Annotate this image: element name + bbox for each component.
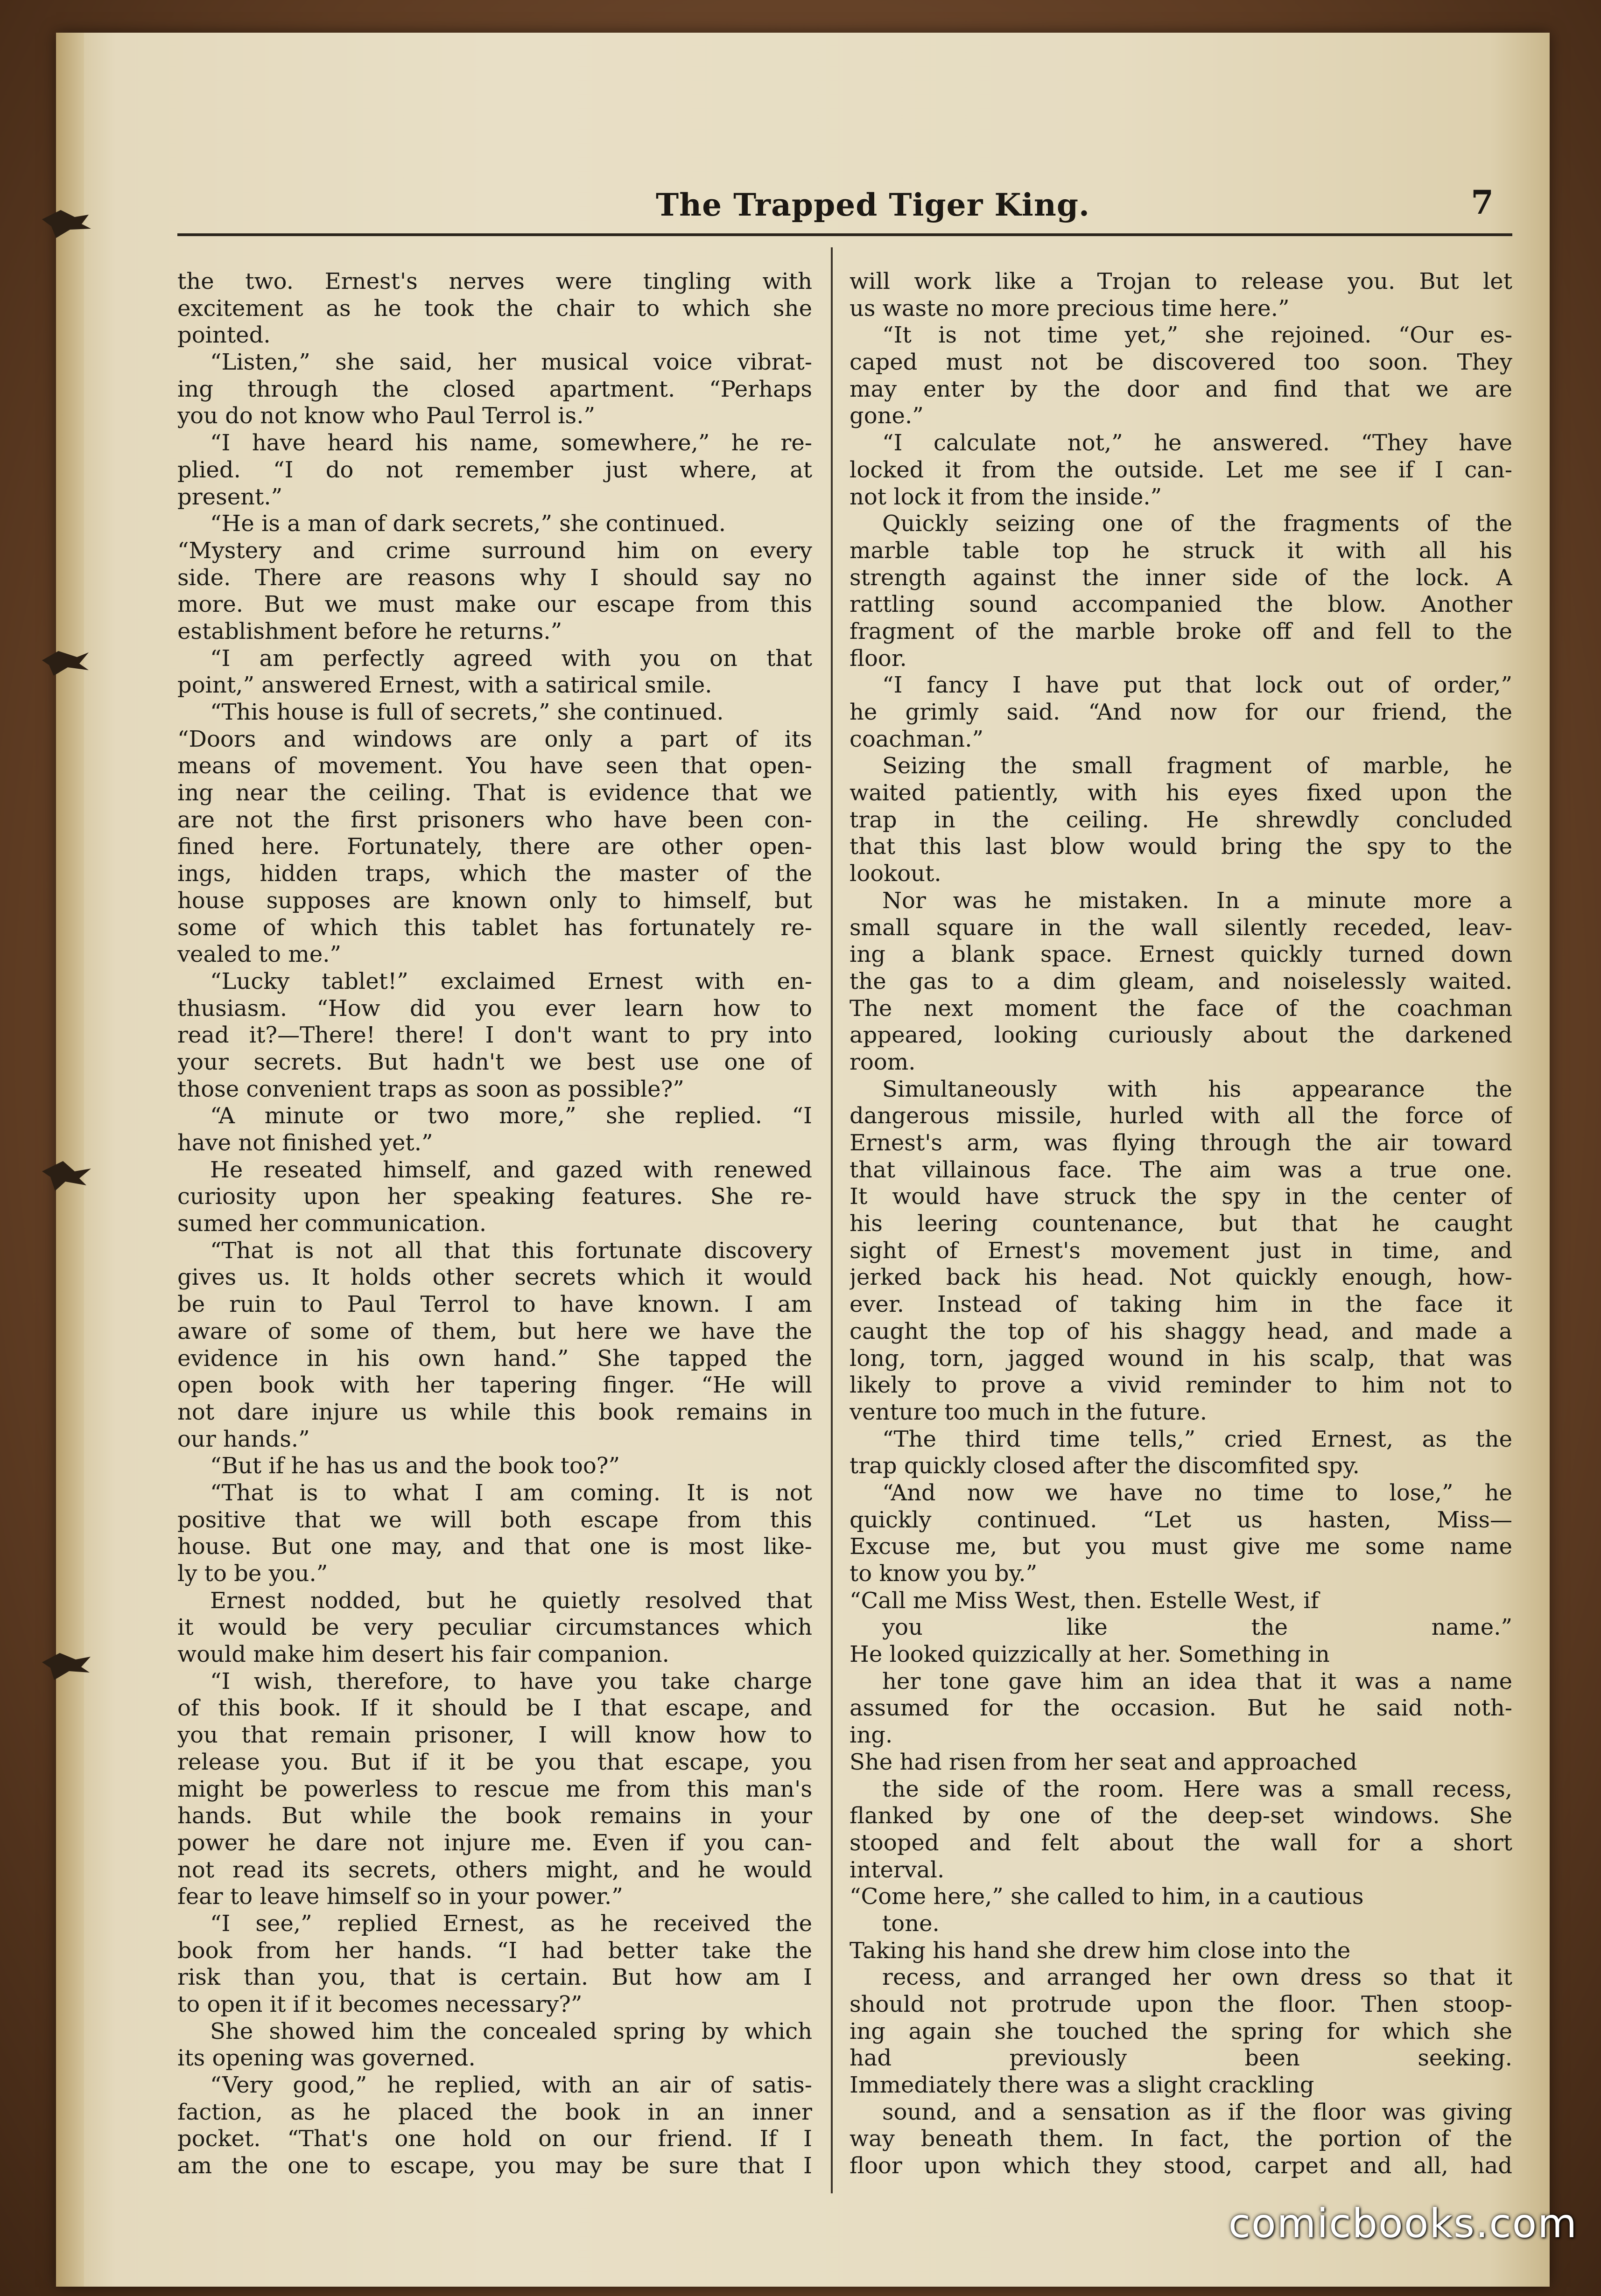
header-rule: [177, 233, 1512, 236]
running-title: The Trapped Tiger King.: [656, 187, 1090, 223]
text-line: tone.: [882, 1910, 940, 1937]
text-line: interval.: [850, 1856, 945, 1883]
text-line: fear to leave himself so in your power.”: [177, 1883, 623, 1910]
text-line: Ernest's arm, was flying through the air toward: [850, 1130, 1512, 1156]
text-line: more. But we must make our escape from this: [177, 591, 812, 618]
text-line: would make him desert his fair companion.: [177, 1641, 669, 1668]
text-line: open book with her tapering finger. “He will: [177, 1372, 812, 1399]
text-line: point,” answered Ernest, with a satirical smile.: [177, 672, 712, 699]
binding-tear-mark: [42, 1643, 93, 1685]
book-page: [56, 33, 1550, 2287]
text-line: be ruin to Paul Terrol to have known. I am: [177, 1291, 812, 1318]
text-line: of this book. If it should be I that escape, and: [177, 1695, 812, 1722]
text-line: establishment before he returns.”: [177, 618, 562, 644]
text-line: vealed to me.”: [177, 941, 342, 968]
text-line: aware of some of them, but here we have the: [177, 1318, 812, 1344]
text-line: appeared, looking curiously about the darkened: [850, 1022, 1512, 1049]
text-line: present.”: [177, 483, 283, 510]
text-line: house supposes are known only to himself, but: [177, 887, 812, 914]
text-line: He looked quizzically at her. Something in: [850, 1641, 1330, 1668]
text-line: floor.: [850, 645, 907, 672]
text-line: stooped and felt about the wall for a short: [850, 1829, 1512, 1856]
text-line: side. There are reasons why I should say no: [177, 564, 812, 591]
text-line: our hands.”: [177, 1426, 310, 1452]
text-line: jerked back his head. Not quickly enough, how-: [850, 1264, 1512, 1291]
text-line: coachman.”: [850, 726, 984, 752]
text-line: us waste no more precious time here.”: [850, 295, 1290, 322]
text-line: “Mystery and crime surround him on every: [177, 537, 812, 564]
text-line: room.: [850, 1049, 916, 1075]
text-line: to know you by.”: [850, 1561, 1038, 1587]
watermark: comicbooks.com: [1228, 2200, 1578, 2247]
text-line: had previously been seeking.: [850, 2045, 1512, 2072]
text-line: She showed him the concealed spring by which: [210, 2018, 812, 2044]
text-line: sound, and a sensation as if the floor was giving: [882, 2099, 1512, 2125]
text-line: ing again she touched the spring for which she: [850, 2018, 1512, 2044]
text-line: ing through the closed apartment. “Perhaps: [177, 376, 812, 402]
text-line: likely to prove a vivid reminder to him not to: [850, 1372, 1512, 1399]
text-line: Taking his hand she drew him close into the: [850, 1937, 1351, 1964]
text-line: book from her hands. “I had better take the: [177, 1937, 812, 1964]
text-line: am the one to escape, you may be sure that I: [177, 2153, 812, 2179]
page-number: 7: [1471, 183, 1494, 222]
text-line: you that remain prisoner, I will know how to: [177, 1722, 812, 1749]
text-line: sumed her communication.: [177, 1211, 487, 1237]
text-line: have not finished yet.”: [177, 1130, 433, 1156]
text-line: will work like a Trojan to release you. But let: [850, 268, 1512, 294]
text-line: ing a blank space. Ernest quickly turned down: [850, 941, 1512, 968]
text-line: “I have heard his name, somewhere,” he re-: [210, 430, 812, 456]
text-line: caught the top of his shaggy head, and made a: [850, 1318, 1512, 1344]
text-line: pocket. “That's one hold on our friend. If I: [177, 2126, 812, 2152]
text-line: way beneath them. In fact, the portion of the: [850, 2126, 1512, 2152]
text-line: “Doors and windows are only a part of its: [177, 726, 812, 752]
column-divider: [831, 247, 833, 2193]
text-line: Nor was he mistaken. In a minute more a: [882, 887, 1512, 914]
text-line: “I am perfectly agreed with you on that: [210, 645, 812, 672]
text-line: floor upon which they stood, carpet and all, had: [850, 2153, 1512, 2179]
text-line: ever. Instead of taking him in the face it: [850, 1291, 1512, 1318]
text-line: ly to be you.”: [177, 1561, 328, 1587]
text-line: some of which this tablet has fortunately re-: [177, 914, 812, 941]
text-line: faction, as he placed the book in an inner: [177, 2099, 812, 2125]
text-line: he grimly said. “And now for our friend, the: [850, 699, 1512, 725]
text-line: “That is to what I am coming. It is not: [210, 1479, 812, 1506]
text-line: gives us. It holds other secrets which it would: [177, 1264, 812, 1291]
text-line: ings, hidden traps, which the master of the: [177, 861, 812, 887]
text-line: gone.”: [850, 403, 924, 429]
text-line: “Very good,” he replied, with an air of satis-: [210, 2072, 812, 2099]
text-line: curiosity upon her speaking features. She re-: [177, 1183, 812, 1210]
text-line: read it?—There! there! I don't want to pry into: [177, 1022, 812, 1049]
text-line: not lock it from the inside.”: [850, 483, 1162, 510]
text-line: She had risen from her seat and approached: [850, 1749, 1357, 1775]
text-line: It would have struck the spy in the center of: [850, 1183, 1512, 1210]
text-line: strength against the inner side of the lock. A: [850, 564, 1512, 591]
text-line: “Come here,” she called to him, in a cautious: [850, 1883, 1364, 1910]
text-line: the two. Ernest's nerves were tingling with: [177, 268, 812, 294]
text-line: his leering countenance, but that he caught: [850, 1211, 1512, 1237]
text-line: her tone gave him an idea that it was a name: [882, 1668, 1512, 1694]
text-line: “Lucky tablet!” exclaimed Ernest with en-: [210, 968, 812, 994]
text-line: quickly continued. “Let us hasten, Miss—: [850, 1506, 1512, 1533]
text-line: flanked by one of the deep-set windows. She: [850, 1803, 1512, 1829]
text-line: are not the first prisoners who have been con-: [177, 806, 812, 833]
left-column-text: [177, 268, 812, 2180]
text-line: not read its secrets, others might, and he would: [177, 1856, 812, 1883]
text-line: the gas to a dim gleam, and noiselessly waited.: [850, 968, 1512, 994]
text-line: small square in the wall silently receded, leav-: [850, 914, 1512, 941]
text-line: The next moment the face of the coachman: [850, 995, 1512, 1022]
text-line: might be powerless to rescue me from this man's: [177, 1776, 812, 1802]
text-line: He reseated himself, and gazed with renewed: [210, 1156, 812, 1183]
text-line: excitement as he took the chair to which she: [177, 295, 812, 322]
text-line: that villainous face. The aim was a true one.: [850, 1156, 1512, 1183]
text-line: ing.: [850, 1722, 893, 1749]
text-line: recess, and arranged her own dress so that it: [882, 1964, 1512, 1991]
text-line: “Call me Miss West, then. Estelle West, if: [850, 1587, 1319, 1614]
text-line: its opening was governed.: [177, 2045, 476, 2072]
text-line: “I calculate not,” he answered. “They have: [882, 430, 1512, 456]
text-line: locked it from the outside. Let me see if I can-: [850, 456, 1512, 483]
text-line: “That is not all that this fortunate discovery: [210, 1237, 812, 1264]
text-line: “A minute or two more,” she replied. “I: [210, 1103, 812, 1129]
text-line: “I see,” replied Ernest, as he received the: [210, 1910, 812, 1937]
text-line: thusiasm. “How did you ever learn how to: [177, 995, 812, 1022]
text-line: fined here. Fortunately, there are other open-: [177, 833, 812, 860]
text-line: hands. But while the book remains in your: [177, 1803, 812, 1829]
text-line: power he dare not injure me. Even if you can-: [177, 1829, 812, 1856]
text-line: marble table top he struck it with all his: [850, 537, 1512, 564]
text-line: “He is a man of dark secrets,” she continued.: [210, 511, 726, 537]
text-line: the side of the room. Here was a small recess,: [882, 1776, 1512, 1802]
text-line: trap in the ceiling. He shrewdly concluded: [850, 806, 1512, 833]
text-line: means of movement. You have seen that open-: [177, 753, 812, 779]
text-line: “But if he has us and the book too?”: [210, 1453, 620, 1479]
text-line: may enter by the door and find that we are: [850, 376, 1512, 402]
text-line: sight of Ernest's movement just in time, and: [850, 1237, 1512, 1264]
text-line: “The third time tells,” cried Ernest, as the: [882, 1426, 1512, 1452]
text-line: release you. But if it be you that escape, you: [177, 1749, 812, 1775]
text-line: Excuse me, but you must give me some name: [850, 1533, 1512, 1560]
text-line: Immediately there was a slight crackling: [850, 2072, 1314, 2099]
text-line: positive that we will both escape from this: [177, 1506, 812, 1533]
text-line: assumed for the occasion. But he said noth-: [850, 1695, 1512, 1722]
text-line: risk than you, that is certain. But how am I: [177, 1964, 812, 1991]
text-line: to open it if it becomes necessary?”: [177, 1991, 583, 2017]
text-line: “It is not time yet,” she rejoined. “Our es-: [882, 322, 1512, 349]
text-line: Ernest nodded, but he quietly resolved that: [210, 1587, 812, 1614]
text-line: your secrets. But hadn't we best use one of: [177, 1049, 812, 1075]
text-line: “Listen,” she said, her musical voice vibrat-: [210, 349, 812, 376]
text-line: “I fancy I have put that lock out of order,”: [882, 672, 1512, 699]
text-line: house. But one may, and that one is most like-: [177, 1533, 812, 1560]
text-line: you do not know who Paul Terrol is.”: [177, 403, 595, 429]
text-line: “This house is full of secrets,” she continued.: [210, 699, 724, 725]
page-header: [56, 154, 1550, 247]
text-line: dangerous missile, hurled with all the force of: [850, 1103, 1512, 1129]
text-line: “I wish, therefore, to have you take charge: [210, 1668, 812, 1694]
text-line: you like the name.”: [882, 1614, 1512, 1641]
text-line: waited patiently, with his eyes fixed upon the: [850, 780, 1512, 806]
binding-tear-mark: [42, 1153, 93, 1195]
text-line: evidence in his own hand.” She tapped the: [177, 1345, 812, 1372]
text-line: pointed.: [177, 322, 271, 349]
text-line: rattling sound accompanied the blow. Another: [850, 591, 1512, 618]
text-line: plied. “I do not remember just where, at: [177, 456, 812, 483]
text-line: ing near the ceiling. That is evidence that we: [177, 780, 812, 806]
text-line: Seizing the small fragment of marble, he: [882, 753, 1512, 779]
text-line: long, torn, jagged wound in his scalp, that was: [850, 1345, 1512, 1372]
text-line: Simultaneously with his appearance the: [882, 1076, 1512, 1102]
text-line: should not protrude upon the floor. Then stoop-: [850, 1991, 1512, 2017]
text-line: Quickly seizing one of the fragments of the: [882, 511, 1512, 537]
text-line: that this last blow would bring the spy to the: [850, 833, 1512, 860]
text-line: trap quickly closed after the discomfited spy.: [850, 1453, 1360, 1479]
text-line: fragment of the marble broke off and fell to the: [850, 618, 1512, 644]
text-line: those convenient traps as soon as possible?”: [177, 1076, 684, 1102]
right-column-text: [850, 268, 1512, 2180]
text-line: caped must not be discovered too soon. They: [850, 349, 1512, 376]
text-line: it would be very peculiar circumstances which: [177, 1614, 812, 1641]
text-line: lookout.: [850, 861, 941, 887]
text-line: venture too much in the future.: [850, 1399, 1207, 1425]
binding-tear-mark: [42, 639, 93, 681]
text-line: not dare injure us while this book remains in: [177, 1399, 812, 1425]
text-line: “And now we have no time to lose,” he: [882, 1479, 1512, 1506]
